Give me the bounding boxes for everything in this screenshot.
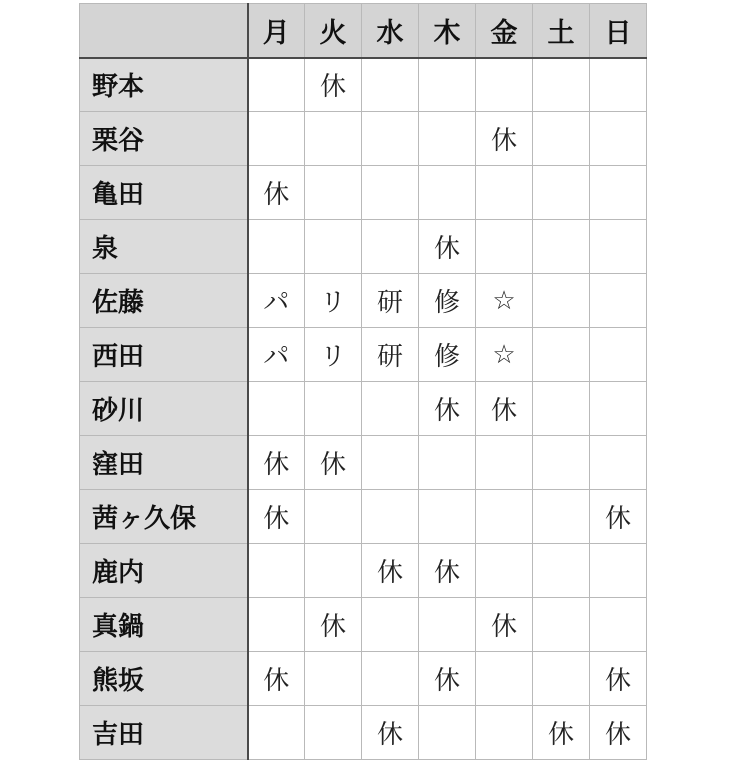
table-row — [80, 544, 647, 598]
schedule-cell — [305, 112, 362, 166]
schedule-cell — [248, 220, 305, 274]
schedule-cell — [590, 382, 647, 436]
table-row — [80, 220, 647, 274]
schedule-cell — [590, 544, 647, 598]
schedule-cell — [362, 490, 419, 544]
corner-cell — [80, 4, 248, 58]
schedule-cell — [248, 382, 305, 436]
schedule-cell: 休 — [590, 490, 647, 544]
employee-name: 西田 — [80, 328, 248, 382]
schedule-cell — [590, 166, 647, 220]
employee-name: 砂川 — [80, 382, 248, 436]
schedule-cell: 休 — [533, 706, 590, 760]
schedule-header — [80, 4, 647, 58]
schedule-cell: 修 — [419, 328, 476, 382]
schedule-cell: 休 — [419, 544, 476, 598]
header-row — [80, 4, 647, 58]
schedule-cell — [476, 58, 533, 112]
schedule-cell — [419, 436, 476, 490]
employee-name: 窪田 — [80, 436, 248, 490]
schedule-cell: 休 — [305, 58, 362, 112]
table-row — [80, 166, 647, 220]
schedule-cell: 休 — [476, 598, 533, 652]
schedule-cell — [419, 490, 476, 544]
schedule-cell: 研 — [362, 274, 419, 328]
employee-name: 野本 — [80, 58, 248, 112]
schedule-cell — [533, 490, 590, 544]
schedule-cell — [590, 328, 647, 382]
schedule-cell: 休 — [305, 436, 362, 490]
schedule-cell — [476, 652, 533, 706]
schedule-cell — [533, 274, 590, 328]
schedule-cell — [248, 598, 305, 652]
schedule-cell — [362, 382, 419, 436]
schedule-cell — [305, 544, 362, 598]
day-header: 月 — [248, 4, 305, 58]
table-row — [80, 652, 647, 706]
schedule-cell — [533, 598, 590, 652]
table-row — [80, 706, 647, 760]
schedule-cell — [533, 382, 590, 436]
day-header: 火 — [305, 4, 362, 58]
schedule-cell — [305, 490, 362, 544]
schedule-cell — [248, 58, 305, 112]
schedule-cell — [305, 706, 362, 760]
schedule-cell: 休 — [248, 652, 305, 706]
schedule-cell — [533, 166, 590, 220]
employee-name: 鹿内 — [80, 544, 248, 598]
employee-name: 亀田 — [80, 166, 248, 220]
employee-name: 佐藤 — [80, 274, 248, 328]
schedule-cell — [533, 544, 590, 598]
schedule-cell — [419, 58, 476, 112]
table-row — [80, 436, 647, 490]
schedule-cell — [476, 436, 533, 490]
table-row — [80, 328, 647, 382]
schedule-cell — [590, 112, 647, 166]
schedule-body — [80, 58, 647, 760]
schedule-cell: 修 — [419, 274, 476, 328]
employee-name: 泉 — [80, 220, 248, 274]
schedule-cell — [362, 220, 419, 274]
schedule-cell — [305, 220, 362, 274]
employee-name: 熊坂 — [80, 652, 248, 706]
schedule-cell — [476, 544, 533, 598]
schedule-cell — [590, 58, 647, 112]
schedule-cell: 休 — [248, 490, 305, 544]
schedule-cell: 休 — [248, 166, 305, 220]
schedule-cell — [419, 706, 476, 760]
schedule-cell — [590, 436, 647, 490]
schedule-table — [79, 3, 647, 760]
schedule-cell: リ — [305, 274, 362, 328]
employee-name: 栗谷 — [80, 112, 248, 166]
schedule-cell: パ — [248, 274, 305, 328]
schedule-cell — [248, 544, 305, 598]
employee-name: 茜ヶ久保 — [80, 490, 248, 544]
schedule-cell — [476, 166, 533, 220]
schedule-cell: 休 — [476, 112, 533, 166]
schedule-cell: 休 — [419, 652, 476, 706]
schedule-cell — [248, 706, 305, 760]
schedule-cell: 休 — [362, 706, 419, 760]
schedule-cell — [533, 58, 590, 112]
schedule-cell — [476, 220, 533, 274]
table-row — [80, 112, 647, 166]
schedule-cell: 休 — [590, 706, 647, 760]
schedule-cell: 研 — [362, 328, 419, 382]
schedule-cell — [362, 112, 419, 166]
schedule-cell — [476, 706, 533, 760]
schedule-cell — [533, 652, 590, 706]
schedule-cell — [305, 382, 362, 436]
schedule-cell: 休 — [248, 436, 305, 490]
schedule-cell: 休 — [419, 220, 476, 274]
schedule-cell — [362, 652, 419, 706]
table-row — [80, 274, 647, 328]
schedule-cell: ☆ — [476, 274, 533, 328]
day-header: 木 — [419, 4, 476, 58]
schedule-cell: 休 — [419, 382, 476, 436]
schedule-cell: リ — [305, 328, 362, 382]
schedule-cell — [533, 220, 590, 274]
day-header: 水 — [362, 4, 419, 58]
schedule-cell — [305, 652, 362, 706]
schedule-cell — [476, 490, 533, 544]
schedule-cell — [362, 166, 419, 220]
table-row — [80, 58, 647, 112]
schedule-cell — [419, 598, 476, 652]
day-header: 金 — [476, 4, 533, 58]
schedule-cell — [305, 166, 362, 220]
schedule-cell — [419, 166, 476, 220]
schedule-cell — [533, 436, 590, 490]
employee-name: 吉田 — [80, 706, 248, 760]
schedule-cell — [362, 58, 419, 112]
schedule-cell — [533, 112, 590, 166]
day-header: 日 — [590, 4, 647, 58]
schedule-cell: 休 — [476, 382, 533, 436]
schedule-cell — [590, 598, 647, 652]
schedule-cell: 休 — [362, 544, 419, 598]
schedule-cell — [590, 274, 647, 328]
schedule-cell — [590, 220, 647, 274]
table-row — [80, 598, 647, 652]
schedule-cell — [248, 112, 305, 166]
schedule-cell — [362, 598, 419, 652]
table-row — [80, 382, 647, 436]
schedule-cell: 休 — [590, 652, 647, 706]
schedule-cell: パ — [248, 328, 305, 382]
schedule-cell: 休 — [305, 598, 362, 652]
day-header: 土 — [533, 4, 590, 58]
schedule-cell — [533, 328, 590, 382]
schedule-cell — [362, 436, 419, 490]
schedule-cell: ☆ — [476, 328, 533, 382]
table-row — [80, 490, 647, 544]
schedule-cell — [419, 112, 476, 166]
employee-name: 真鍋 — [80, 598, 248, 652]
